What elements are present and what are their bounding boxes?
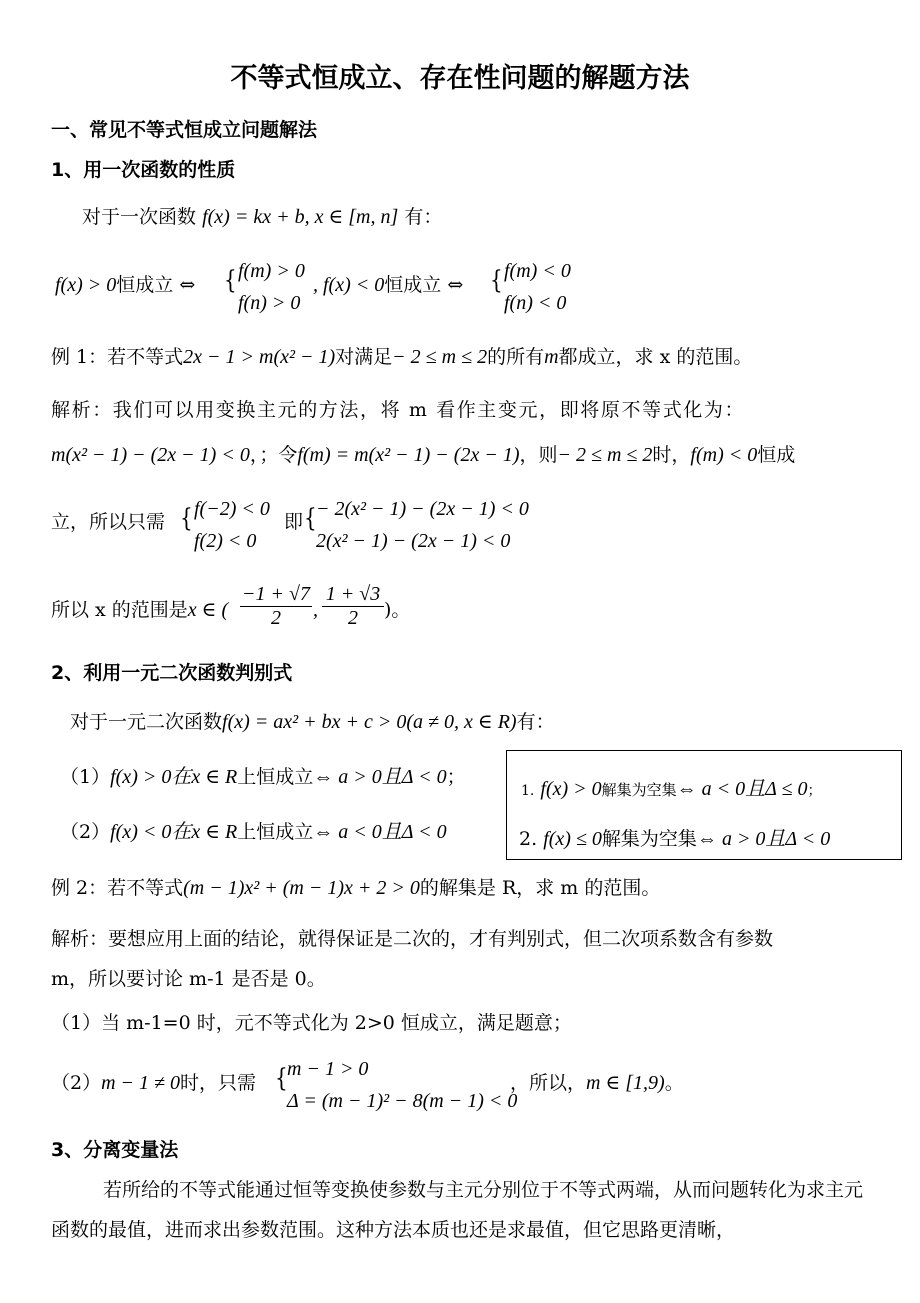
solution-1-line-3-text: 立，所以只需 bbox=[51, 511, 166, 533]
solution-math-4: f(m) < 0 bbox=[690, 444, 758, 466]
system-4-row-2: 2(x² − 1) − (2x − 1) < 0 bbox=[316, 530, 511, 552]
case-2-num: （2） bbox=[60, 821, 111, 843]
range-text bbox=[51, 598, 228, 622]
subsection-heading-3: 3、分离变量法 bbox=[51, 1139, 179, 1161]
case-2-2-text: 时，只需 bbox=[180, 1072, 257, 1094]
intro-text: 对于一次函数 bbox=[82, 206, 197, 228]
solution-text-c: 时， bbox=[652, 444, 691, 466]
system-2-row-2: f(n) < 0 bbox=[504, 292, 567, 314]
solution-text-a: ，；令 bbox=[249, 444, 298, 466]
example-1-text-d: 都成立，求 x 的范围。 bbox=[558, 346, 753, 368]
fraction-1-denominator: 2 bbox=[240, 606, 312, 630]
comma: , bbox=[313, 599, 318, 621]
iff-symbol: ⇔ bbox=[179, 274, 196, 296]
solution-2-line-1: 解析：要想应用上面的结论，就得保证是二次的，才有判别式，但二次项系数含有参数 bbox=[51, 928, 774, 950]
case-2-2 bbox=[51, 1071, 256, 1095]
case-2-2-num: （2） bbox=[51, 1072, 102, 1094]
case-2-result: ⇔ a < 0且Δ < 0 bbox=[313, 821, 447, 843]
example-1 bbox=[51, 345, 752, 369]
system-1-row-2: f(n) > 0 bbox=[238, 292, 301, 314]
range-math: x ∈ ( bbox=[187, 599, 229, 621]
case-line-1 bbox=[60, 765, 466, 789]
solution-math-2: f(m) = m(x² − 1) − (2x − 1) bbox=[297, 444, 520, 466]
section-heading-1: 一、常见不等式恒成立问题解法 bbox=[51, 119, 318, 141]
intro-2-end: 有： bbox=[516, 711, 555, 733]
example-2-math: (m − 1)x² + (m − 1)x + 2 > 0 bbox=[183, 877, 420, 899]
brace: { bbox=[180, 502, 193, 533]
fraction-1-numerator: −1 + √7 bbox=[242, 583, 310, 605]
case-1-end: ； bbox=[446, 766, 466, 788]
condition-left bbox=[55, 273, 195, 297]
subsection-heading-2: 2、利用一元二次函数判别式 bbox=[51, 662, 293, 684]
system-3-row-2: f(2) < 0 bbox=[194, 530, 257, 552]
case-2-2-math-2: m ∈ [1,9) bbox=[586, 1072, 665, 1094]
intro-2-math: f(x) = ax² + bx + c > 0(a ≠ 0, x ∈ R) bbox=[222, 711, 517, 733]
example-1-text-a: 例 1：若不等式 bbox=[51, 346, 184, 368]
note-1-num: 1. bbox=[521, 783, 535, 799]
case-2-1: （1）当 m-1=0 时，元不等式化为 2>0 恒成立，满足题意； bbox=[51, 1012, 572, 1034]
system-3 bbox=[180, 494, 280, 558]
fraction-2-denominator: 2 bbox=[322, 606, 384, 630]
note-2-math: f(x) ≤ 0 bbox=[543, 828, 602, 850]
condition-mid-text: 恒成立 bbox=[384, 274, 442, 296]
note-line-2 bbox=[519, 827, 830, 851]
case-1-result: ⇔ a > 0且Δ < 0 bbox=[313, 766, 447, 788]
system-5 bbox=[275, 1054, 518, 1118]
example-1-math-1: 2x − 1 > m(x² − 1) bbox=[183, 346, 336, 368]
note-2-num: 2. bbox=[519, 828, 538, 850]
system-5-row-2: Δ = (m − 1)² − 8(m − 1) < 0 bbox=[287, 1090, 518, 1112]
brace: { bbox=[304, 502, 317, 533]
solution-1-line-1: 解析：我们可以用变换主元的方法，将 m 看作主变元，即将原不等式化为： bbox=[51, 399, 746, 421]
note-2-text: 解集为空集 bbox=[601, 828, 697, 850]
case-line-2 bbox=[60, 820, 447, 844]
system-4 bbox=[304, 494, 564, 558]
condition-mid-math: , f(x) < 0 bbox=[313, 274, 385, 296]
brace: { bbox=[490, 264, 503, 295]
note-2-result: ⇔ a > 0且Δ < 0 bbox=[696, 828, 831, 850]
solution-2-line-2: m，所以要讨论 m-1 是否是 0。 bbox=[51, 968, 326, 990]
example-2 bbox=[51, 876, 660, 900]
system-2-row-1: f(m) < 0 bbox=[504, 260, 571, 282]
solution-math-1: m(x² − 1) − (2x − 1) < 0 bbox=[51, 444, 250, 466]
example-1-math-3: m bbox=[544, 346, 559, 368]
intro-end: 有： bbox=[404, 206, 443, 228]
subsection-heading-1: 1、用一次函数的性质 bbox=[51, 159, 236, 181]
solution-1-line-2 bbox=[51, 443, 795, 467]
example-1-text-b: 对满足 bbox=[335, 346, 393, 368]
system-2 bbox=[490, 256, 600, 320]
note-1-end: ； bbox=[807, 783, 822, 799]
solution-math-3: − 2 ≤ m ≤ 2 bbox=[557, 444, 653, 466]
system-4-row-1: − 2(x² − 1) − (2x − 1) < 0 bbox=[316, 498, 529, 520]
example-2-text-a: 例 2：若不等式 bbox=[51, 877, 184, 899]
range-label: 所以 x 的范围是 bbox=[51, 599, 188, 621]
case-2-2-text-c: ，所以， bbox=[510, 1072, 587, 1094]
system-5-row-1: m − 1 > 0 bbox=[287, 1058, 369, 1080]
case-2-2-math: m − 1 ≠ 0 bbox=[101, 1072, 181, 1094]
note-line-1 bbox=[521, 777, 822, 803]
condition-left-text: 恒成立 bbox=[116, 274, 174, 296]
note-1-result: ⇔ a < 0且Δ ≤ 0 bbox=[676, 778, 808, 800]
fraction-1 bbox=[240, 583, 312, 630]
note-1-text: 解集为空集 bbox=[601, 781, 677, 799]
solution-text-d: 恒成 bbox=[757, 444, 796, 466]
condition-left-math: f(x) > 0 bbox=[55, 274, 117, 296]
case-2-2-end: 。 bbox=[664, 1072, 684, 1094]
example-1-text-c: 的所有 bbox=[487, 346, 545, 368]
intro-line-2 bbox=[70, 710, 555, 734]
case-2-math: f(x) < 0在x ∈ R bbox=[110, 821, 238, 843]
system-1-row-1: f(m) > 0 bbox=[238, 260, 305, 282]
case-2-text: 上恒成立 bbox=[237, 821, 314, 843]
intro-line-1 bbox=[82, 205, 442, 229]
solution-text-b: ，则 bbox=[519, 444, 558, 466]
system-3-row-1: f(−2) < 0 bbox=[194, 498, 270, 520]
fraction-2 bbox=[322, 583, 384, 630]
range-end: )。 bbox=[384, 599, 411, 621]
iff-symbol-2: ⇔ bbox=[447, 274, 464, 296]
note-1-math: f(x) > 0 bbox=[540, 778, 602, 800]
brace: { bbox=[224, 264, 237, 295]
example-1-math-2: − 2 ≤ m ≤ 2 bbox=[392, 346, 488, 368]
note-box bbox=[506, 750, 902, 860]
condition-mid bbox=[313, 273, 463, 297]
case-2-2-result bbox=[510, 1071, 684, 1095]
case-1-math: f(x) > 0在x ∈ R bbox=[110, 766, 238, 788]
fraction-2-numerator: 1 + √3 bbox=[325, 583, 381, 605]
case-1-text: 上恒成立 bbox=[237, 766, 314, 788]
page-title: 不等式恒成立、存在性问题的解题方法 bbox=[230, 63, 690, 94]
paragraph-3: 若所给的不等式能通过恒等变换使参数与主元分别位于不等式两端，从而问题转化为求主元函数的最值，进而求出参数范围。这种方法本质也还是求最值，但它思路更清晰， bbox=[51, 1179, 864, 1241]
example-2-text-b: 的解集是 R，求 m 的范围。 bbox=[419, 877, 661, 899]
intro-math: f(x) = kx + b, x ∈ [m, n] bbox=[202, 206, 399, 228]
brace: { bbox=[275, 1062, 288, 1093]
case-1-num: （1） bbox=[60, 766, 111, 788]
intro-2-text: 对于一元二次函数 bbox=[70, 711, 223, 733]
solution-1-ji: 即 bbox=[284, 511, 304, 533]
